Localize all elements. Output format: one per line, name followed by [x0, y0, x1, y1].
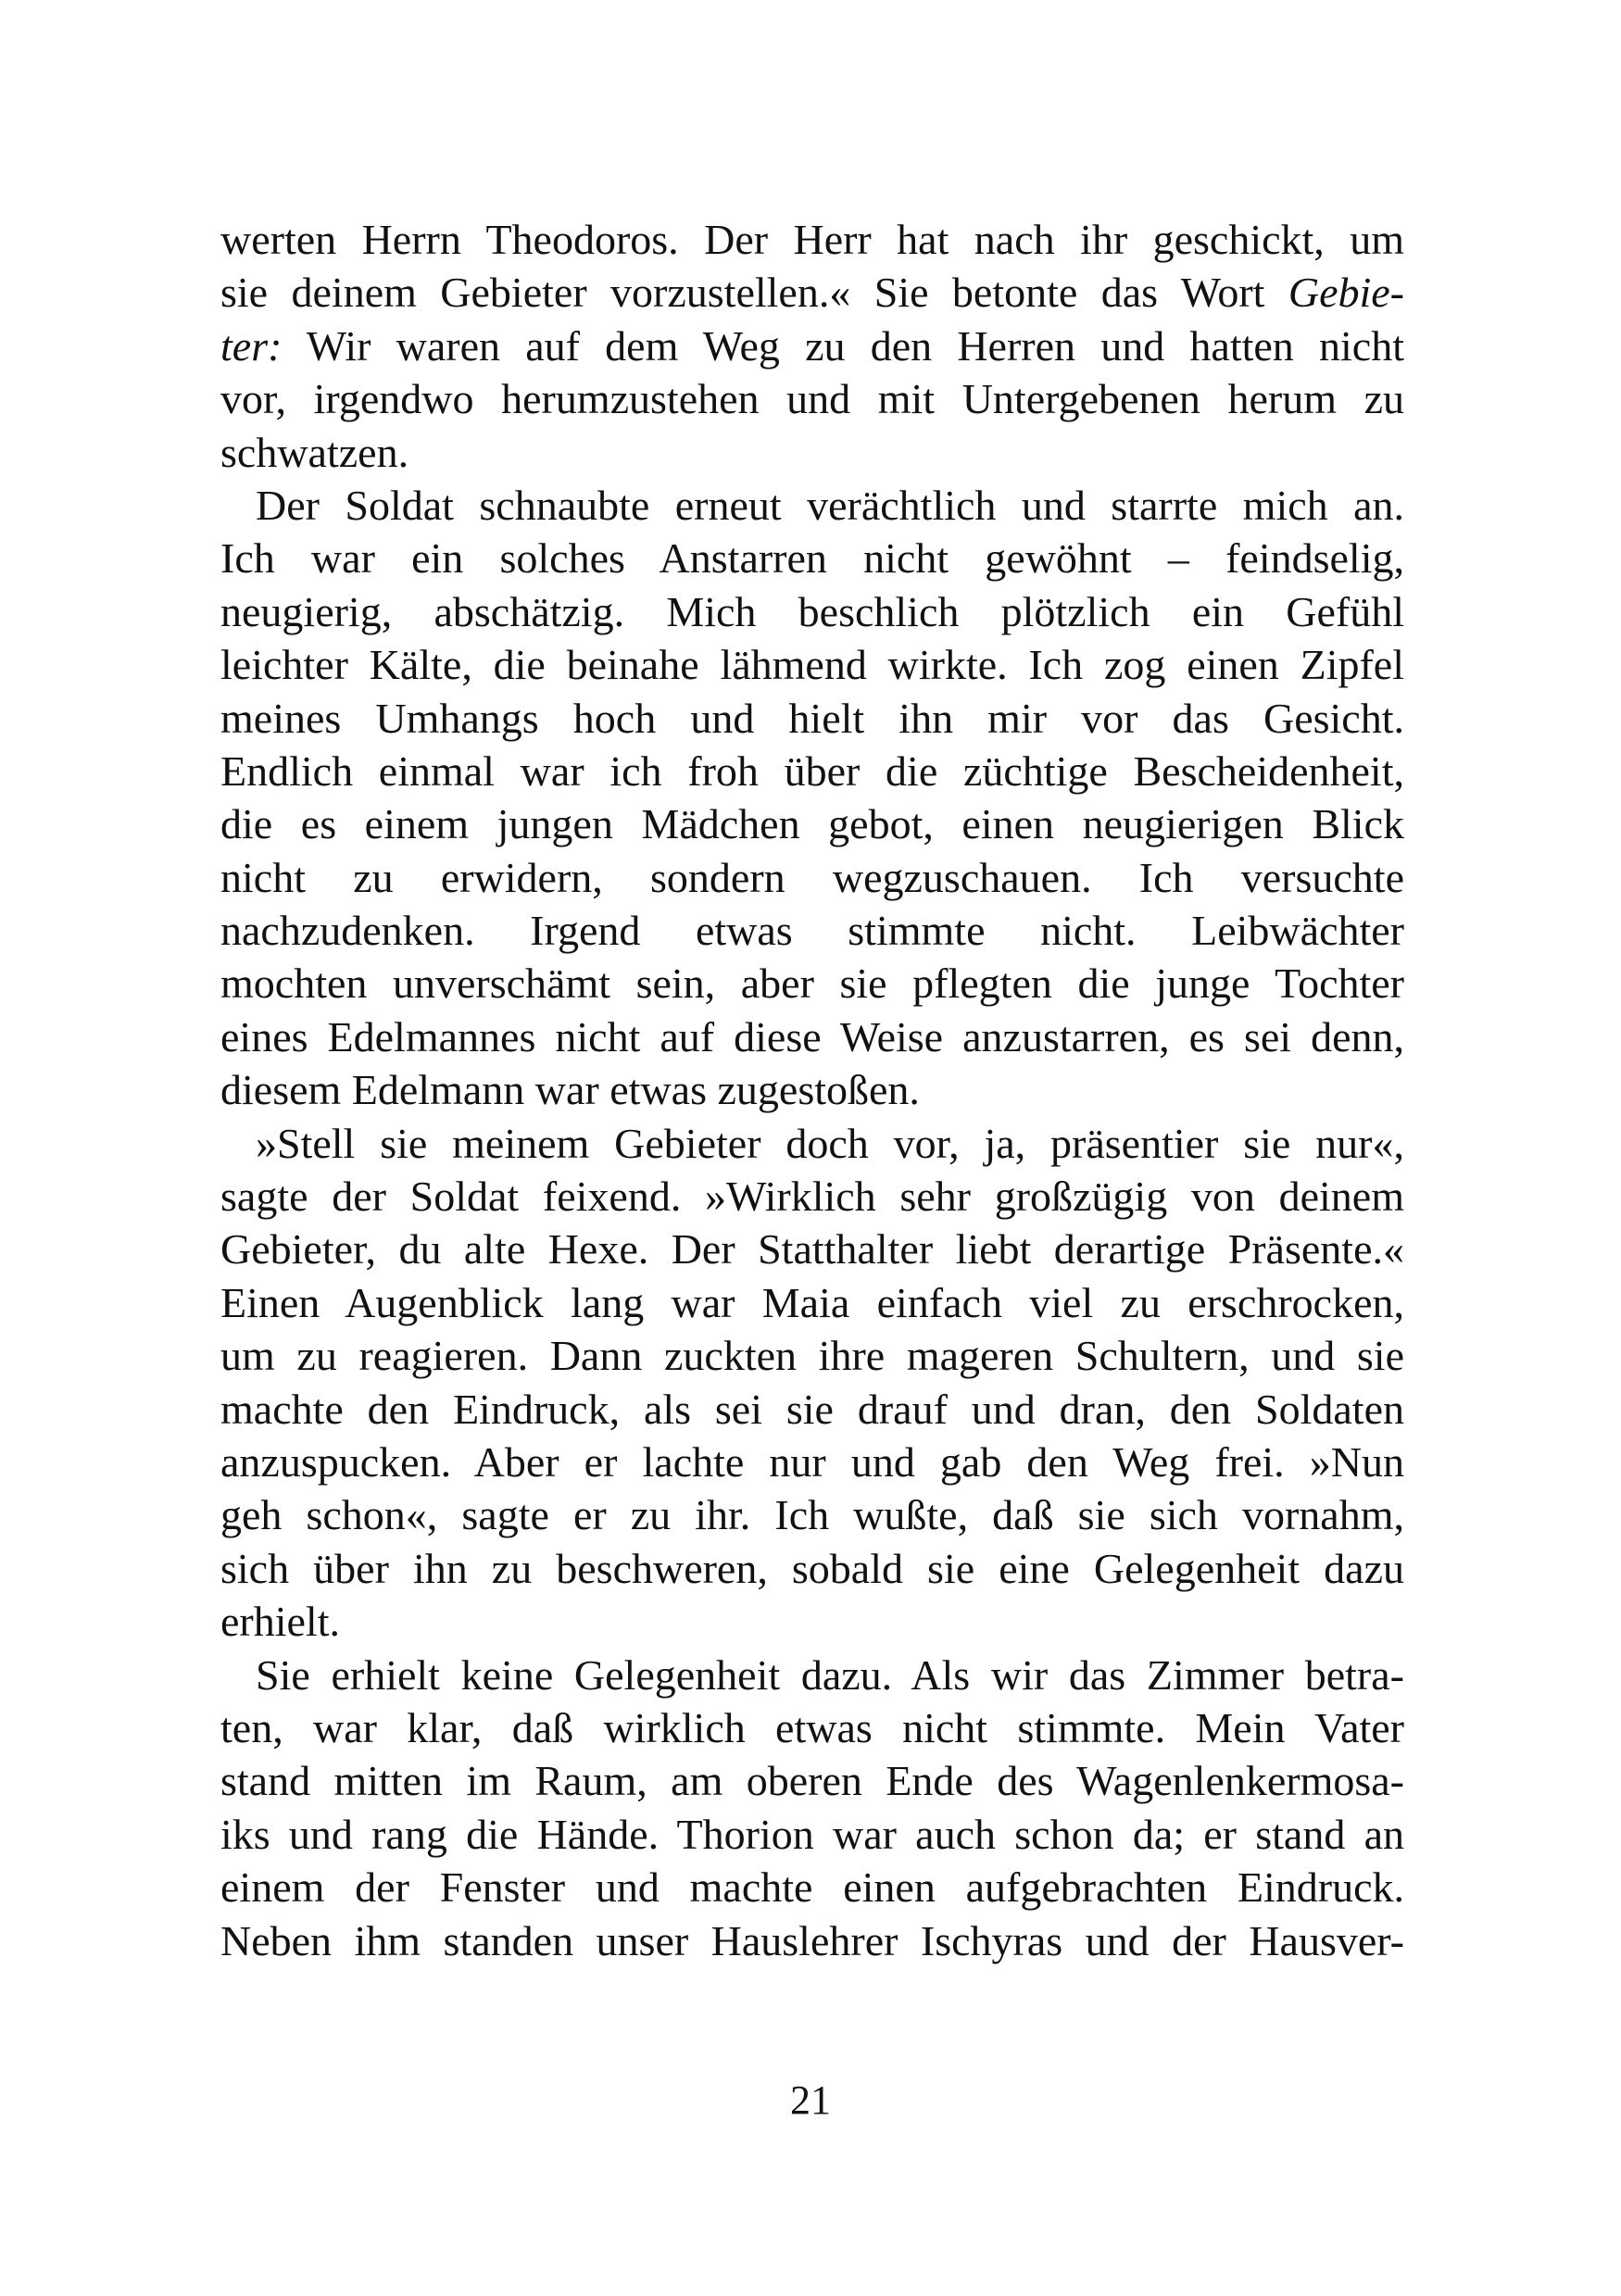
- text-line: eines Edelmannes nicht auf diese Weise anzustarren, es sei denn,: [220, 1012, 1404, 1060]
- text-line: nachzudenken. Irgend etwas stimmte nicht. Leibwächter: [220, 907, 1404, 955]
- text-line: Einen Augenblick lang war Maia einfach viel zu erschrocken,: [220, 1278, 1404, 1326]
- text-line: sagte der Soldat feixend. »Wirklich sehr großzügig von deinem: [220, 1173, 1404, 1221]
- paragraph-end-line: diesem Edelmann war etwas zugestoßen.: [220, 1066, 920, 1114]
- text-line: [220, 320, 1404, 372]
- text-line: vor, irgendwo herumzustehen und mit Untergebenen herum zu: [220, 375, 1404, 423]
- emphasis: Gebie-: [1288, 269, 1404, 317]
- paragraph-end-line: erhielt.: [220, 1598, 340, 1646]
- text-line: einem der Fenster und machte einen aufgebrachten Eindruck.: [220, 1863, 1404, 1912]
- emphasis: ter:: [220, 321, 283, 370]
- text-line: meines Umhangs hoch und hielt ihn mir vor das Gesicht.: [220, 694, 1404, 742]
- paragraph-start-line: Sie erhielt keine Gelegenheit dazu. Als wir das Zimmer betra-: [256, 1650, 1404, 1699]
- text-line: Gebieter, du alte Hexe. Der Statthalter liebt derartige Präsente.«: [220, 1225, 1404, 1273]
- text-line: leichter Kälte, die beinahe lähmend wirkte. Ich zog einen Zipfel: [220, 641, 1404, 689]
- paragraph-start-line: Der Soldat schnaubte erneut verächtlich und starrte mich an.: [256, 481, 1404, 529]
- text-line: Neben ihm standen unser Hauslehrer Ischyras und der Hausver-: [220, 1916, 1404, 1964]
- text-line: die es einem jungen Mädchen gebot, einen neugierigen Blick: [220, 800, 1404, 848]
- body-text: [220, 213, 1404, 1967]
- text-span: sie deinem Gebieter vorzustellen.« Sie betonte das Wort: [220, 269, 1288, 317]
- text-line: anzuspucken. Aber er lachte nur und gab den Weg frei. »Nun: [220, 1437, 1404, 1486]
- paragraph-start-line: »Stell sie meinem Gebieter doch vor, ja, präsentier sie nur«,: [256, 1119, 1404, 1167]
- text-line: sich über ihn zu beschweren, sobald sie eine Gelegenheit dazu: [220, 1544, 1404, 1592]
- text-line: nicht zu erwidern, sondern wegzuschauen. Ich versuchte: [220, 853, 1404, 901]
- text-line: geh schon«, sagte er zu ihr. Ich wußte, daß sie sich vornahm,: [220, 1491, 1404, 1539]
- text-line: mochten unverschämt sein, aber sie pflegten die junge Tochter: [220, 960, 1404, 1008]
- text-line: [220, 266, 1404, 319]
- text-line: machte den Eindruck, als sei sie drauf und dran, den Soldaten: [220, 1385, 1404, 1433]
- paragraph-end-line: schwatzen.: [220, 428, 409, 476]
- text-line: Ich war ein solches Anstarren nicht gewöhnt – feindselig,: [220, 534, 1404, 583]
- page-number: 21: [790, 2077, 831, 2123]
- text-line: stand mitten im Raum, am oberen Ende des Wagenlenkermosa-: [220, 1757, 1404, 1805]
- text-span: Wir waren auf dem Weg zu den Herren und hatten nicht: [282, 321, 1404, 370]
- text-line: neugierig, abschätzig. Mich beschlich plötzlich ein Gefühl: [220, 587, 1404, 635]
- text-line: werten Herrn Theodoros. Der Herr hat nach ihr geschickt, um: [220, 216, 1404, 263]
- text-line: ten, war klar, daß wirklich etwas nicht stimmte. Mein Vater: [220, 1703, 1404, 1751]
- text-line: iks und rang die Hände. Thorion war auch schon da; er stand an: [220, 1810, 1404, 1858]
- text-line: um zu reagieren. Dann zuckten ihre mageren Schultern, und sie: [220, 1332, 1404, 1380]
- text-line: Endlich einmal war ich froh über die züchtige Bescheidenheit,: [220, 747, 1404, 795]
